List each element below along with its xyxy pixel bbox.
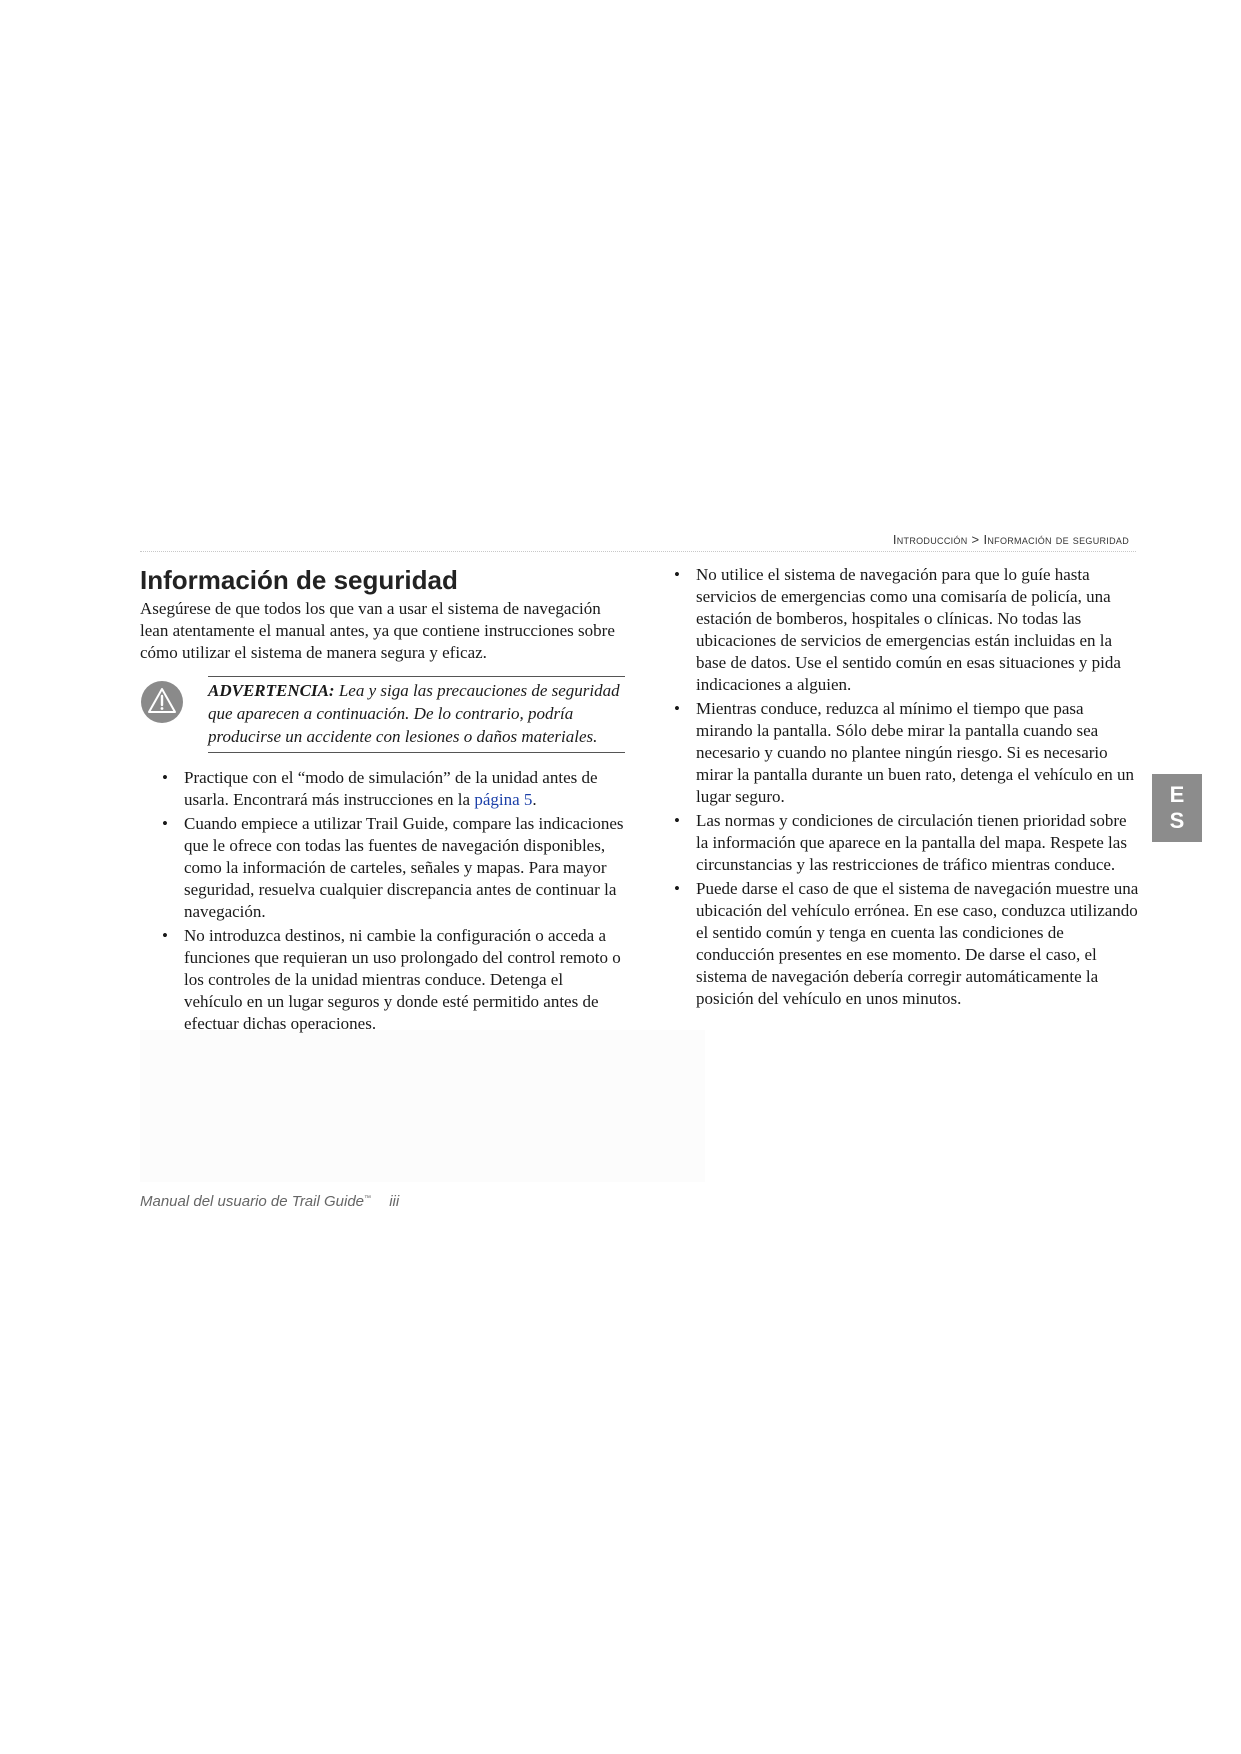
- list-item: • No utilice el sistema de navegación para que lo guíe hasta servicios de emergencias como una comisaría de policía, una estación de bomberos, hospitales o clínicas. No todas las ubicaciones de servicios de emergencias están incluidas en la base de datos. Use el sentido común en esas situaciones y pida indicaciones a alguien.: [670, 564, 1140, 696]
- breadcrumb-separator: >: [971, 532, 980, 547]
- page-title: Información de seguridad: [140, 565, 458, 595]
- page-shade: [140, 1030, 705, 1182]
- header-rule: [140, 551, 1136, 552]
- list-item: • Cuando empiece a utilizar Trail Guide, compare las indicaciones que le ofrece con todas las fuentes de navegación disponibles, como la información de carteles, señales y mapas. Para mayor seguridad, resuelva cualquier discrepancia antes de continuar la navegación.: [140, 813, 625, 923]
- list-item: • Mientras conduce, reduzca al mínimo el tiempo que pasa mirando la pantalla. Sólo debe mirar la pantalla cuando sea necesario y cuando no plantee ningún riesgo. Si es necesario mirar la pantalla durante un buen rato, detenga el vehículo en un lugar seguro.: [670, 698, 1140, 808]
- intro-paragraph: Asegúrese de que todos los que van a usar el sistema de navegación lean atentamente el manual antes, ya que contiene instrucciones sobre cómo utilizar el sistema de manera segura y eficaz.: [140, 599, 615, 662]
- list-item: • No introduzca destinos, ni cambie la configuración o acceda a funciones que requieran un uso prolongado del control remoto o los controles de la unidad mientras conduce. Detenga el vehículo en un lugar seguros y donde esté permitido antes de efectuar dichas operaciones.: [140, 925, 625, 1035]
- page-number: iii: [389, 1193, 400, 1210]
- list-item: [140, 767, 625, 811]
- breadcrumb-section: Introducción: [892, 532, 968, 547]
- trademark-symbol: ™: [364, 1195, 372, 1202]
- bullet-end: .: [532, 790, 537, 809]
- warning-triangle-icon: [140, 680, 184, 724]
- language-tab-letter: S: [1169, 808, 1185, 833]
- breadcrumb-page: Información de seguridad: [983, 532, 1129, 547]
- page-link[interactable]: página 5: [474, 790, 533, 809]
- left-bullet-list: [140, 767, 625, 1035]
- list-item: • Puede darse el caso de que el sistema de navegación muestre una ubicación del vehículo errónea. En ese caso, conduzca utilizando el sentido común y tenga en cuenta las condiciones de conducción presentes en ese momento. De darse el caso, el sistema de navegación debería corregir automáticamente la posición del vehículo en unos minutos.: [670, 878, 1140, 1010]
- left-column: [140, 564, 625, 1037]
- bullet-text: Practique con el “modo de simulación” de la unidad antes de usarla. Encontrará más instrucciones en la: [184, 768, 598, 809]
- language-tab-letter: E: [1169, 782, 1185, 807]
- warning-label: ADVERTENCIA:: [208, 681, 335, 700]
- list-item: • Las normas y condiciones de circulación tienen prioridad sobre la información que aparece en la pantalla del mapa. Respete las circunstancias y las restricciones de tráfico mientras conduce.: [670, 810, 1140, 876]
- page-footer: [140, 1193, 399, 1210]
- language-tab[interactable]: [1152, 774, 1202, 842]
- right-bullet-list: [670, 564, 1140, 1010]
- breadcrumb: [893, 532, 1129, 547]
- right-column: [670, 564, 1140, 1012]
- warning-callout: [140, 676, 625, 753]
- warning-text-box: [208, 676, 625, 753]
- manual-title: Manual del usuario de Trail Guide: [140, 1193, 365, 1210]
- warning-text: Lea y siga las precauciones de seguridad que aparecen a continuación. De lo contrario, podría producirse un accidente con lesiones o daños materiales.: [208, 681, 620, 746]
